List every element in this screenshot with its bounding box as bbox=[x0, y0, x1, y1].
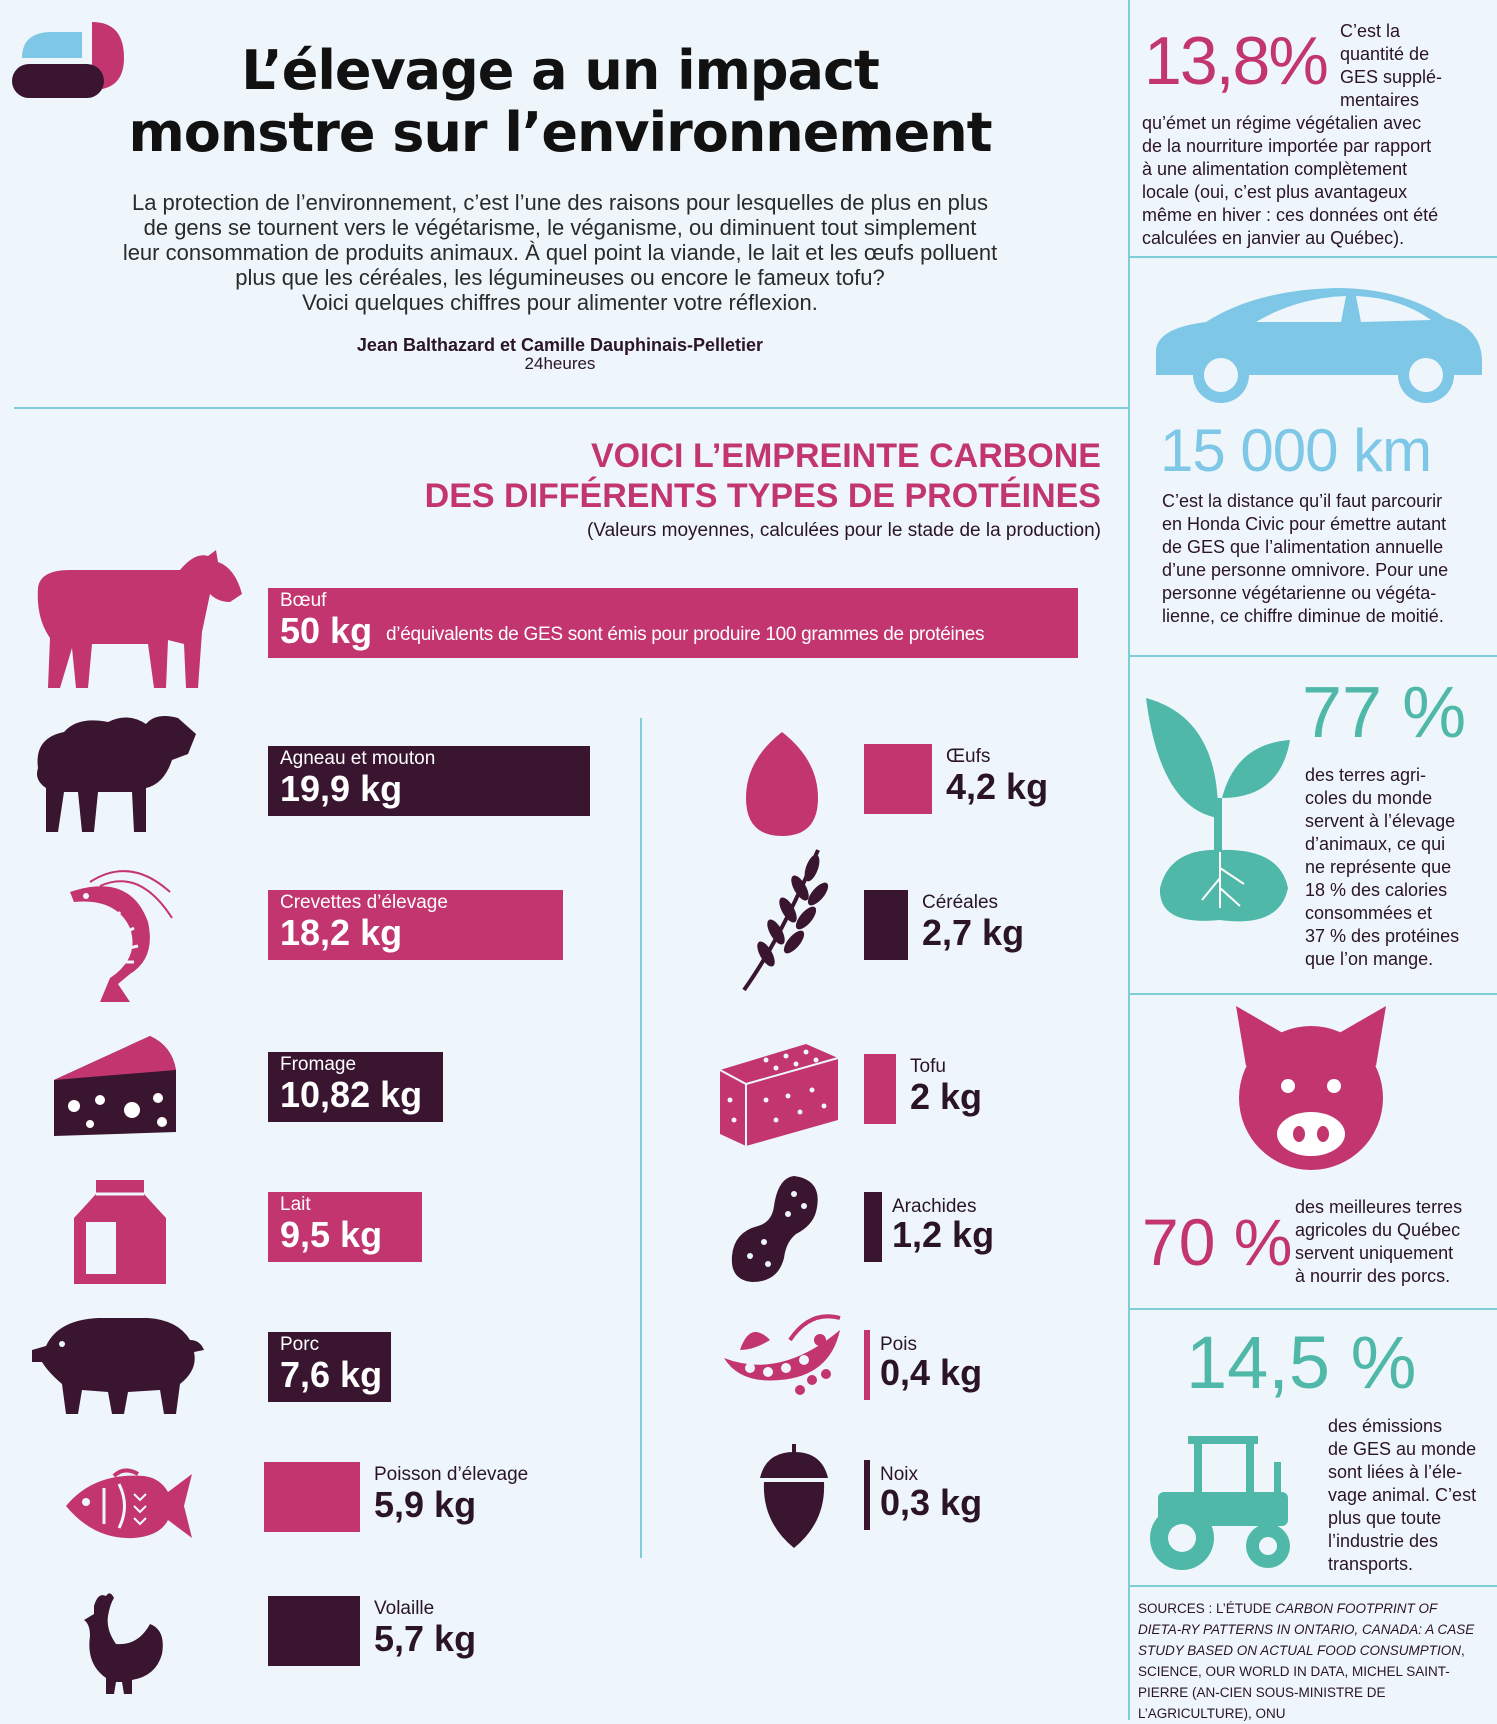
stat-text-line: plus que toute bbox=[1328, 1508, 1442, 1528]
bar-label: Agneau et mouton bbox=[280, 748, 436, 769]
stat-text-line: personne végétarienne ou végéta- bbox=[1162, 583, 1437, 603]
bar-value: 10,82 kg bbox=[280, 1074, 423, 1115]
stat-text-line: calculées en janvier au Québec). bbox=[1142, 228, 1405, 248]
stat-text-line: des émissions bbox=[1328, 1416, 1443, 1436]
stat-text-line: d’animaux, ce qui bbox=[1305, 834, 1446, 854]
stat-value: 70 % bbox=[1142, 1205, 1293, 1279]
side-divider bbox=[1130, 993, 1497, 995]
stat-text-line: coles du monde bbox=[1305, 788, 1433, 808]
stat-text bbox=[1328, 1415, 1476, 1576]
tractor-icon bbox=[1138, 1432, 1303, 1572]
acorn-icon bbox=[756, 1442, 831, 1552]
bar-value: 5,9 kg bbox=[374, 1484, 477, 1525]
bar-label: Bœuf bbox=[280, 590, 327, 611]
bar bbox=[268, 1596, 360, 1666]
stat-text-line: consommées et bbox=[1305, 903, 1433, 923]
stat-text-line: des meilleures terres bbox=[1295, 1197, 1463, 1217]
bar-value: 1,2 kg bbox=[892, 1214, 995, 1255]
intro-line: La protection de l’environnement, c’est l’une des raisons pour lesquelles de plus en plus bbox=[131, 190, 989, 215]
stat-text-line: en Honda Civic pour émettre autant bbox=[1162, 514, 1447, 534]
milk-icon bbox=[70, 1178, 170, 1288]
section-title-line-1: VOICI L’EMPREINTE CARBONE bbox=[590, 437, 1101, 475]
sheep-icon bbox=[28, 708, 198, 838]
bar-value: 18,2 kg bbox=[280, 912, 403, 953]
bar bbox=[864, 1330, 870, 1400]
stat-text-line: sont liées à l’éle- bbox=[1328, 1462, 1463, 1482]
section-subtitle: (Valeurs moyennes, calculées pour le stade de la production) bbox=[587, 520, 1101, 541]
side-divider bbox=[1130, 655, 1497, 657]
fish-icon bbox=[64, 1466, 194, 1546]
sources bbox=[1138, 1598, 1483, 1724]
chicken-icon bbox=[76, 1590, 166, 1700]
peas-icon bbox=[720, 1310, 850, 1400]
stat-text-line: qu’émet un régime végétalien avec bbox=[1142, 113, 1422, 133]
side-divider bbox=[1130, 1585, 1497, 1587]
stat-text bbox=[1295, 1196, 1462, 1288]
bar bbox=[264, 1462, 360, 1532]
stat-text-line: 37 % des protéines bbox=[1305, 926, 1460, 946]
bar-value: 5,7 kg bbox=[374, 1618, 477, 1659]
cheese-icon bbox=[50, 1030, 180, 1140]
bar-label: Crevettes d’élevage bbox=[280, 892, 448, 913]
side-divider bbox=[1130, 1308, 1497, 1310]
intro-line: Voici quelques chiffres pour alimenter votre réflexion. bbox=[302, 290, 818, 315]
publication: 24heures bbox=[524, 354, 596, 373]
wheat-icon bbox=[740, 844, 830, 994]
stat-text-line: servent uniquement bbox=[1295, 1243, 1454, 1263]
stat-text-line: de GES au monde bbox=[1328, 1439, 1477, 1459]
bar bbox=[864, 1054, 896, 1124]
bar-value: 19,9 kg bbox=[280, 768, 403, 809]
side-divider bbox=[1130, 256, 1497, 258]
stat-text-line: de GES que l’alimentation annuelle bbox=[1162, 537, 1444, 557]
intro-line: de gens se tournent vers le végétarisme, le véganisme, ou diminuent tout simplement bbox=[143, 215, 977, 240]
cow-icon bbox=[30, 548, 245, 698]
stat-value: 13,8% bbox=[1144, 23, 1327, 99]
egg-icon bbox=[742, 730, 822, 840]
stat-text-line: d’une personne omnivore. Pour une bbox=[1162, 560, 1449, 580]
bar-value: 2,7 kg bbox=[922, 912, 1025, 953]
sources-rest: , SCIENCE, OUR WORLD IN DATA, MICHEL SAINT-PIERRE (AN-CIEN SOUS-MINISTRE DE L’AGRICULTURE), ONU bbox=[1138, 1643, 1465, 1721]
stat-text-line: quantité de bbox=[1340, 44, 1430, 64]
bar-label: Lait bbox=[280, 1194, 311, 1215]
stat-text bbox=[1162, 490, 1448, 628]
stat-text-line: GES supplé- bbox=[1340, 67, 1443, 87]
authors: Jean Balthazard et Camille Dauphinais-Pelletier bbox=[356, 335, 764, 355]
bar bbox=[864, 1192, 882, 1262]
bar-label: Volaille bbox=[374, 1598, 435, 1619]
stat-text-line: même en hiver : ces données ont été bbox=[1142, 205, 1439, 225]
bar-label: Pois bbox=[880, 1334, 917, 1355]
peanut-icon bbox=[728, 1172, 823, 1287]
bar-value: 0,4 kg bbox=[880, 1352, 983, 1393]
section-title-line-2: DES DIFFÉRENTS TYPES DE PROTÉINES bbox=[424, 477, 1101, 515]
stat-text-line: à nourrir des porcs. bbox=[1295, 1266, 1451, 1286]
bar bbox=[864, 744, 932, 814]
stat-text-line: à une alimentation complètement bbox=[1142, 159, 1408, 179]
stat-text-line: ne représente que bbox=[1305, 857, 1452, 877]
bar-value: 7,6 kg bbox=[280, 1354, 383, 1395]
stat-text-line: lienne, ce chiffre diminue de moitié. bbox=[1162, 606, 1444, 626]
stat-value: 15 000 km bbox=[1160, 417, 1432, 484]
stat-value: 77 % bbox=[1302, 673, 1467, 753]
bar-value: 2 kg bbox=[910, 1076, 983, 1117]
bar-label: Noix bbox=[880, 1464, 919, 1485]
beef-description: d’équivalents de GES sont émis pour produire 100 grammes de protéines bbox=[386, 624, 985, 645]
intro-line: leur consommation de produits animaux. À quel point la viande, le lait et les œufs polluent bbox=[122, 240, 998, 265]
column-divider bbox=[1128, 0, 1130, 1720]
bar-label: Porc bbox=[280, 1334, 320, 1355]
bar-value: 50 kg bbox=[280, 610, 373, 651]
shrimp-icon bbox=[60, 862, 180, 1012]
stat-text bbox=[1142, 112, 1438, 250]
tofu-icon bbox=[716, 1040, 841, 1150]
stat-text-line: C’est la distance qu’il faut parcourir bbox=[1162, 491, 1443, 511]
title-line-1: L’élevage a un impact bbox=[241, 39, 879, 102]
stat-text-line: C’est la bbox=[1340, 21, 1401, 41]
bar-label: Œufs bbox=[946, 746, 991, 767]
plant-icon bbox=[1140, 688, 1300, 938]
bar-value: 0,3 kg bbox=[880, 1482, 983, 1523]
stat-text-line: que l’on mange. bbox=[1305, 949, 1434, 969]
stat-text-line: de la nourriture importée par rapport bbox=[1142, 136, 1432, 156]
bar bbox=[864, 1460, 870, 1530]
bar-value: 4,2 kg bbox=[946, 766, 1049, 807]
bar-label: Fromage bbox=[280, 1054, 357, 1075]
pig-face-icon bbox=[1226, 1006, 1396, 1176]
car-icon bbox=[1146, 280, 1486, 405]
stat-text bbox=[1340, 20, 1442, 112]
stat-text-line: des terres agri- bbox=[1305, 765, 1427, 785]
stat-text-line: mentaires bbox=[1340, 90, 1420, 110]
stat-text-line: transports. bbox=[1328, 1554, 1414, 1574]
stat-text-line: agricoles du Québec bbox=[1295, 1220, 1461, 1240]
bar-label: Céréales bbox=[922, 892, 999, 913]
bar-label: Arachides bbox=[892, 1196, 977, 1217]
stat-text bbox=[1305, 764, 1459, 971]
stat-text-line: l’industrie des bbox=[1328, 1531, 1439, 1551]
bar-value: 9,5 kg bbox=[280, 1214, 383, 1255]
sources-prefix: SOURCES : L’ÉTUDE bbox=[1138, 1601, 1276, 1616]
stat-text-line: vage animal. C’est bbox=[1328, 1485, 1477, 1505]
bar bbox=[864, 890, 908, 960]
bar-label: Poisson d’élevage bbox=[374, 1464, 529, 1485]
bar-label: Tofu bbox=[910, 1056, 946, 1077]
bar bbox=[268, 588, 1078, 658]
stat-value: 14,5 % bbox=[1186, 1321, 1417, 1404]
intro-line: plus que les céréales, les légumineuses ou encore le fameux tofu? bbox=[235, 265, 885, 290]
stat-text-line: 18 % des calories bbox=[1305, 880, 1448, 900]
stat-text-line: servent à l’élevage bbox=[1305, 811, 1456, 831]
stat-text-line: locale (oui, c’est plus avantageux bbox=[1142, 182, 1408, 202]
sources-study: CARBON FOOTPRINT OF DIETA-RY PATTERNS IN ONTARIO, CANADA: A CASE STUDY BASED ON ACTUAL FOOD CONSUMPTION bbox=[1138, 1601, 1475, 1658]
pig-icon bbox=[28, 1310, 208, 1420]
title-line-2: monstre sur l’environnement bbox=[128, 101, 992, 164]
